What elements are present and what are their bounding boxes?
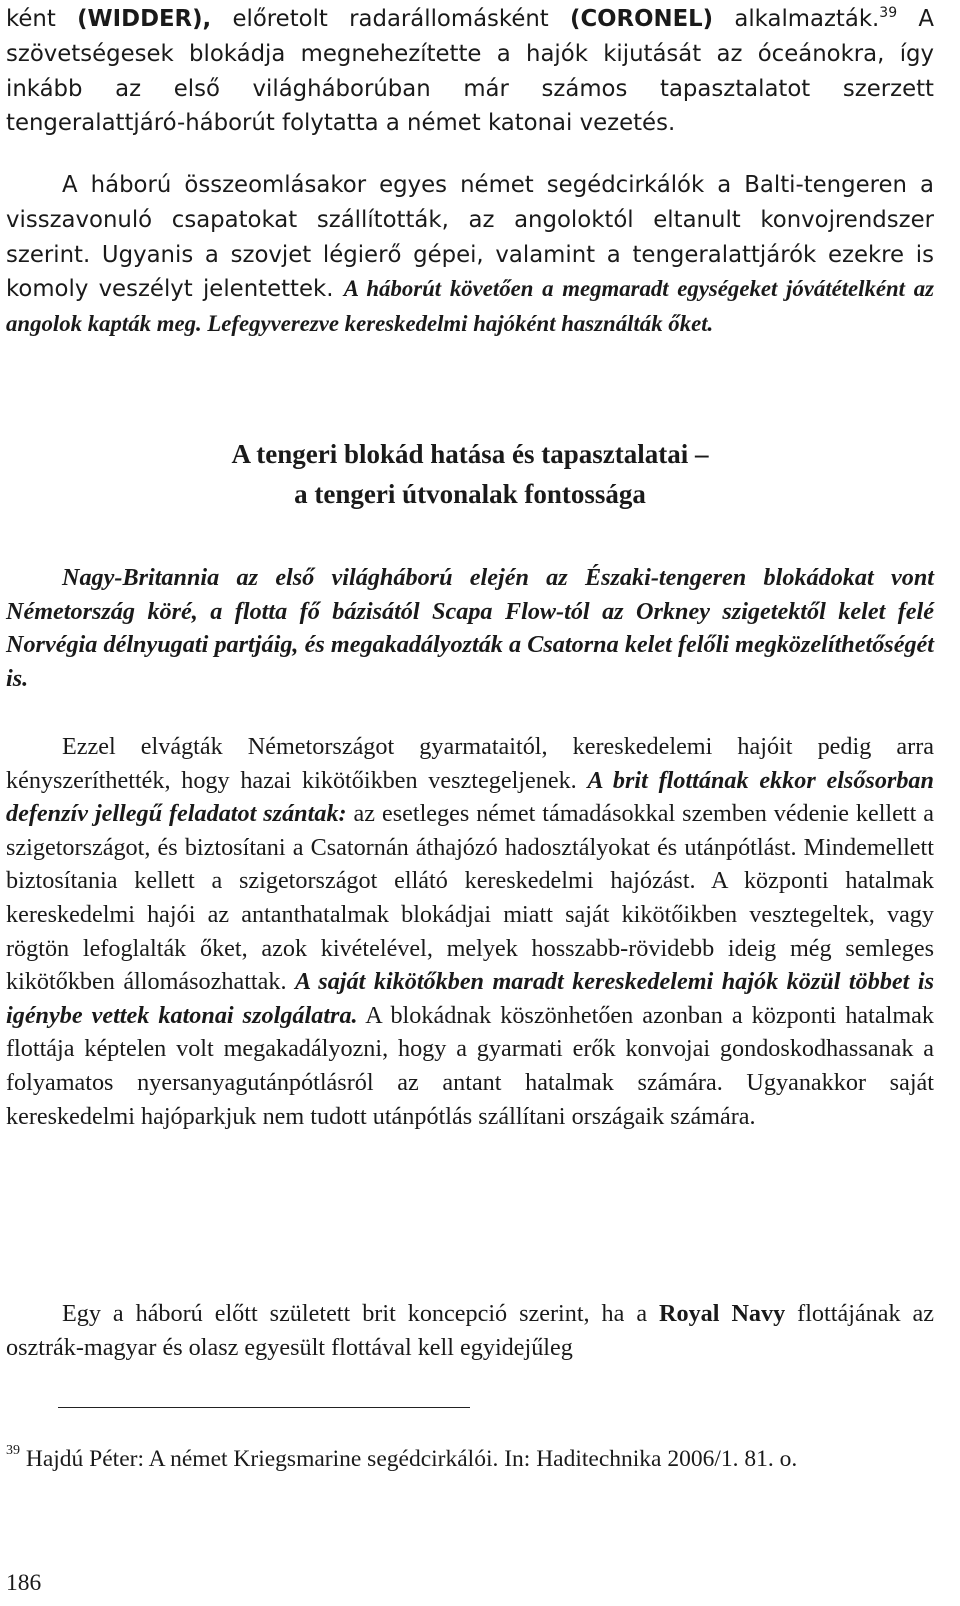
p1-coronel: (CORONEL) (570, 6, 714, 32)
p4-text: Ezzel elvágták Németországot gyarmataitól, kereskedelemi hajóit pedig arra kényszeríthették, hogy hazai kikötőikben vesztegeljenek. (6, 733, 934, 794)
p5-royal-navy: Royal Navy (659, 1300, 786, 1327)
paragraph-3: Nagy-Britannia az első világháború elején az Északi-tengeren blokádokat vont Németország köré, a flotta fő bázisától Scapa Flow-tól az Orkney szigetektől kelet felé Norvégia délnyugati partjáig, és megakadályozták a Csatorna kelet felőli megközelíthetőségét is. (6, 564, 934, 692)
p1-text: előretolt radarállomásként (211, 6, 571, 32)
footnote-marker: 39 (879, 5, 898, 21)
p1-widder: (WIDDER), (77, 6, 212, 32)
footnote-text: Hajdú Péter: A német Kriegsmarine segédcirkálói. In: Haditechnika 2006/1. 81. o. (20, 1446, 798, 1472)
section-heading (6, 434, 934, 514)
p5-text: Egy a háború előtt született brit koncepció szerint, ha a (62, 1300, 660, 1327)
p5-text: flottájának az osztrák-magyar és olasz egyesült flottával kell egyidejűleg (6, 1300, 934, 1361)
p4-emphasis: A saját kikötőkben maradt kereskedelemi hajók közül többet is igénybe vettek katonai szolgálatra. (6, 968, 934, 1029)
p4-text: A blokádnak köszönhetően azonban a központi hatalmak flottája képtelen volt megakadályozni, hogy a gyarmati erők konvojai gondoskodhassanak a folyamatos nyersanyagutánpótlásról az antant hatalmak számára. Ugyanakkor saját kereskedelmi hajóparkjuk nem tudott utánpótlás szállítani országaik számára. (6, 1001, 934, 1130)
paragraph-2 (6, 168, 934, 342)
paragraph-1 (6, 2, 934, 141)
p2-text: A háború összeomlásakor egyes német segédcirkálók a Balti-tengeren a visszavonuló csapatokat szállították, az angoloktól eltanult konvojrendszer szerint. Ugyanis a szovjet légierő gépei, valamint a tengeralattjárók ezekre is komoly veszélyt jelentettek. (6, 172, 934, 303)
footnote-separator (58, 1407, 470, 1408)
section-heading-line-2: a tengeri útvonalak fontossága (294, 479, 646, 509)
p1-text: A szövetségesek blokádja megnehezítette a hajók kijutását az óceánokra, így inkább az első világháborúban már számos tapasztalatot szerzett tengeralattjáró-háborút folytatta a német katonai vezetés. (6, 6, 935, 137)
p1-text: alkalmazták. (713, 6, 880, 32)
paragraph-5 (6, 1297, 934, 1364)
p4-emphasis: A brit flottának ekkor elsősorban defenzív jellegű feladatot szántak: (6, 766, 934, 828)
section-heading-line-1: A tengeri blokád hatása és tapasztalatai – (231, 439, 709, 469)
footnote-number: 39 (6, 1443, 20, 1458)
page-number: 186 (6, 1570, 42, 1596)
p1-text: ként (6, 6, 78, 32)
paragraph-4 (6, 730, 934, 1133)
p2-emphasis: A háborút követően a megmaradt egységeket jóvátételként az angolok kapták meg. Lefegyverezve kereskedelmi hajóként használták őket. (6, 276, 934, 337)
footnote (6, 1440, 934, 1478)
p4-text: az esetleges német támadásokkal szemben védenie kellett a szigetországot, és biztosítani a Csatornán áthajózó hadosztályokat és utánpótlást. Mindemellett biztosítania kellett a szigetországot ellátó kereskedelmi hajózást. A központi hatalmak kereskedelmi hajói az antanthatalmak blokádjai miatt saját kikötőikben vesztegeltek, vagy rögtön lefoglalták őket, azok kivételével, melyek hosszabb-rövidebb ideig még semleges kikötőkben állomásozhattak. (6, 800, 934, 996)
